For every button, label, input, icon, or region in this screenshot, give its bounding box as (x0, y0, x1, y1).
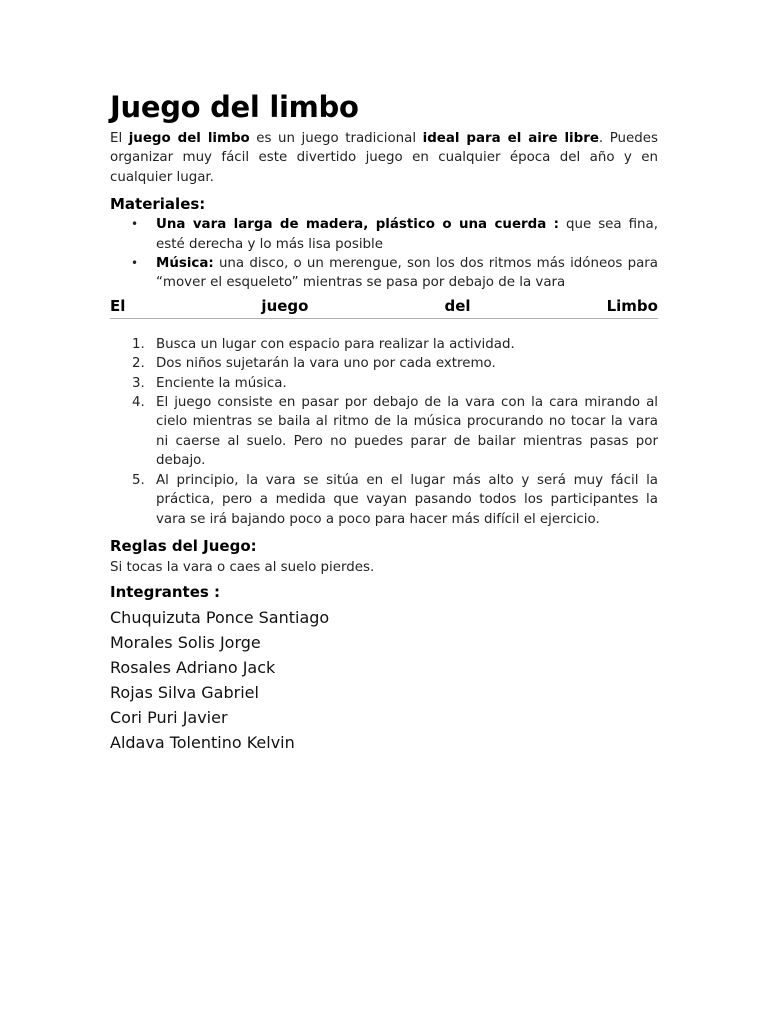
intro-paragraph (110, 129, 658, 187)
juego-heading-word: del (444, 296, 471, 315)
reglas-text: Si tocas la vara o caes al suelo pierdes. (110, 559, 375, 575)
bullet-icon: • (131, 217, 139, 232)
intro-text-1: El (110, 131, 129, 146)
step-text: Al principio, la vara se sitúa en el lugar más alto y será muy fácil la práctica, pero a medida que vayan pasando todos los participantes la vara se irá bajando poco a poco para hacer más difícil el ejercicio. (156, 472, 658, 527)
member-name: Chuquizuta Ponce Santiago (110, 608, 330, 628)
intro-text-2: es un juego tradicional (249, 131, 423, 146)
material-description: una disco, o un merengue, son los dos ritmos más idóneos para “mover el esqueleto” mientras se pasa por debajo de la vara (156, 256, 658, 291)
materiales-list (110, 215, 658, 293)
steps-list (110, 335, 658, 529)
juego-heading-word: El (110, 296, 126, 315)
member-name: Morales Solis Jorge (110, 633, 261, 653)
step-text: Enciente la música. (156, 375, 287, 391)
list-item (110, 254, 658, 293)
materiales-heading: Materiales: (110, 195, 206, 214)
bullet-icon: • (131, 256, 139, 271)
step-number: 4. (132, 395, 145, 411)
material-name: Una vara larga de madera, plástico o una cuerda : (156, 217, 559, 233)
juego-heading (110, 295, 658, 319)
material-name: Música: (156, 256, 214, 272)
member-name: Rojas Silva Gabriel (110, 683, 259, 703)
step-text: Dos niños sujetarán la vara uno por cada extremo. (156, 356, 496, 372)
member-name: Aldava Tolentino Kelvin (110, 733, 295, 753)
member-name: Rosales Adriano Jack (110, 658, 276, 678)
reglas-heading: Reglas del Juego: (110, 536, 257, 555)
material-description: que sea fina, esté derecha y lo más lisa posible (156, 217, 658, 252)
juego-heading-word: Limbo (606, 296, 658, 315)
list-item (110, 374, 658, 393)
step-number: 3. (132, 375, 145, 391)
step-text: Busca un lugar con espacio para realizar la actividad. (156, 336, 515, 352)
document-title: Juego del limbo (110, 90, 359, 124)
intro-bold-1: juego del limbo (128, 131, 250, 146)
intro-bold-2: ideal para el aire libre (422, 131, 599, 146)
list-item (110, 335, 658, 354)
member-name: Cori Puri Javier (110, 708, 228, 728)
list-item (110, 471, 658, 529)
list-item (110, 215, 658, 254)
list-item (110, 354, 658, 373)
step-number: 5. (132, 472, 145, 488)
intro-text-3: . Puedes organizar muy fácil este divertido juego en cualquier época del año y en cualquier lugar. (110, 131, 658, 185)
step-text: El juego consiste en pasar por debajo de la vara con la cara mirando al cielo mientras se baila al ritmo de la música procurando no tocar la vara ni caerse al suelo. Pero no puedes parar de bailar mientras pasas por debajo. (156, 395, 658, 469)
integrantes-list (110, 605, 658, 755)
step-number: 2. (132, 356, 145, 372)
step-number: 1. (132, 336, 145, 352)
integrantes-heading: Integrantes : (110, 583, 221, 602)
list-item (110, 393, 658, 471)
juego-heading-word: juego (261, 296, 309, 315)
document-content (110, 88, 658, 755)
